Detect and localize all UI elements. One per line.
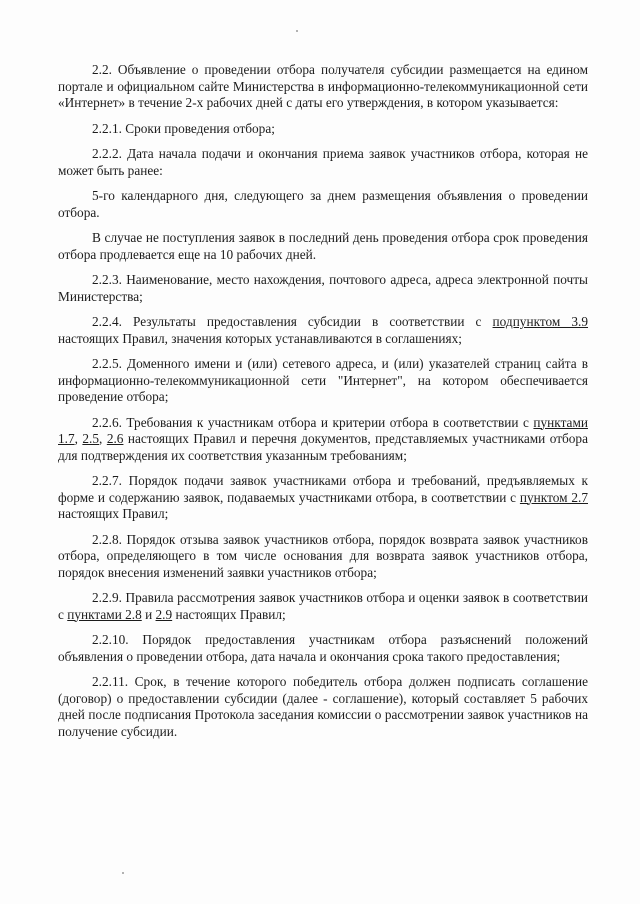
scan-speck — [296, 30, 298, 32]
text: настоящих Правил, значения которых устанавливаются в соглашениях; — [58, 330, 462, 346]
paragraph-2-2-2: 2.2.2. Дата начала подачи и окончания приема заявок участников отбора, которая не может быть ранее: — [58, 146, 588, 178]
paragraph-2-2-9 — [58, 590, 588, 623]
text: 2.2.7. Порядок подачи заявок участниками отбора и требований, предъявляемых к форме и содержанию заявок, подаваемых участниками отбора, в соответствии с — [58, 473, 588, 505]
reference-link[interactable]: подпунктом 3.9 — [492, 314, 589, 329]
paragraph-2-2-8: 2.2.8. Порядок отзыва заявок участников отбора, порядок возврата заявок участников отбора, определяющего в том числе основания для возврата заявок участников отбора, порядок внесения изменений заявки участников отбора; — [58, 531, 588, 580]
text: настоящих Правил и перечня документов, представляемых участниками отбора для подтверждения их соответствия указанным требованиям; — [58, 431, 588, 463]
paragraph-2-2-3: 2.2.3. Наименование, место нахождения, почтового адреса, адреса электронной почты Министерства; — [58, 272, 588, 304]
scan-speck — [122, 872, 124, 874]
reference-link[interactable]: пунктами 1.7 — [58, 414, 588, 446]
paragraph-no-applications: В случае не поступления заявок в последний день проведения отбора срок проведения отбора продлевается еще на 10 рабочих дней. — [58, 230, 588, 262]
text: 2.2.6. Требования к участникам отбора и критерии отбора в соответствии с — [92, 414, 534, 430]
paragraph-2-2-10: 2.2.10. Порядок предоставления участникам отбора разъяснений положений объявления о проведении отбора, дата начала и окончания срока такого предоставления; — [58, 632, 588, 664]
paragraph-2-2-5: 2.2.5. Доменного имени и (или) сетевого адреса, и (или) указателей страниц сайта в информационно-телекоммуникационной сети "Интернет", на котором обеспечивается проведение отбора; — [58, 356, 588, 404]
reference-link[interactable]: 2.6 — [106, 431, 124, 446]
text: настоящих Правил; — [58, 506, 169, 521]
paragraph-2-2: 2.2. Объявление о проведении отбора получателя субсидии размещается на едином портале и официальном сайте Министерства в информационно-телекоммуникационной сети «Интернет» в течение 2-х рабочих дней с даты его утверждения, в котором указывается: — [58, 62, 588, 110]
text: настоящих Правил; — [172, 606, 286, 622]
paragraph-2-2-11: 2.2.11. Срок, в течение которого победитель отбора должен подписать соглашение (договор) о предоставлении субсидии (далее - соглашение), который составляет 5 рабочих дней после подписания Протокола заседания комиссии о рассмотрении заявок участников на получение субсидии. — [58, 674, 588, 739]
paragraph-2-2-7 — [58, 473, 588, 523]
text: , — [74, 431, 83, 446]
reference-link[interactable]: 2.5 — [82, 431, 100, 446]
paragraph-2-2-4 — [58, 314, 588, 347]
reference-link[interactable]: 2.9 — [155, 606, 173, 622]
reference-link[interactable]: пунктом 2.7 — [519, 489, 588, 505]
paragraph-2-2-6 — [58, 415, 588, 465]
text: 2.2.4. Результаты предоставления субсидии в соответствии с — [92, 314, 493, 329]
document-body — [58, 62, 588, 749]
text: и — [141, 606, 156, 622]
reference-link[interactable]: пунктами 2.8 — [67, 606, 142, 622]
text: 2.2.9. Правила рассмотрения заявок участников отбора и оценки заявок в соответствии с — [58, 590, 588, 622]
text: , — [99, 431, 107, 446]
paragraph-2-2-1: 2.2.1. Сроки проведения отбора; — [92, 120, 275, 136]
paragraph-5th-day: 5-го календарного дня, следующего за днем размещения объявления о проведении отбора. — [58, 188, 588, 220]
